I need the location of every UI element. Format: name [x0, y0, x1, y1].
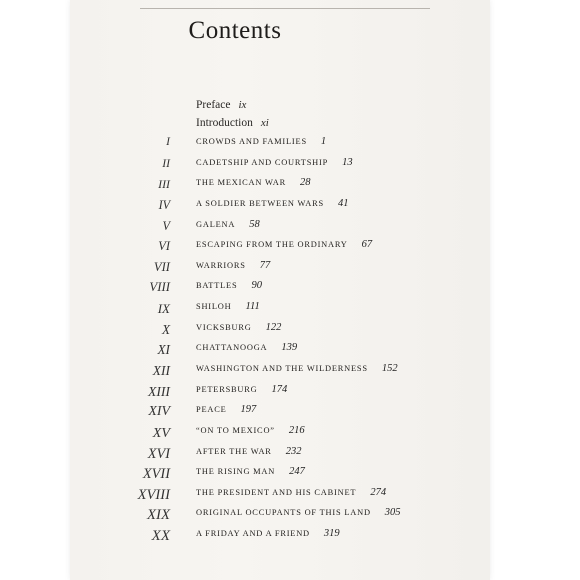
chapter-page: 247	[289, 466, 305, 478]
toc-row	[70, 219, 490, 239]
chapter-title: A SOLDIER BETWEEN WARS	[196, 198, 324, 208]
chapter-title: BATTLES	[196, 281, 238, 291]
chapter-page: 90	[251, 280, 262, 292]
chapter-page: 139	[281, 342, 298, 354]
chapter-title: AFTER THE WAR	[196, 446, 272, 456]
chapter-title: THE PRESIDENT AND HIS CABINET	[196, 487, 357, 497]
chapter-page: 305	[384, 507, 401, 519]
chapter-title: CROWDS AND FAMILIES	[196, 137, 307, 146]
chapter-entry	[196, 425, 305, 436]
toc-row	[70, 342, 490, 362]
chapter-number: I	[166, 136, 170, 148]
chapter-number: XVI	[147, 445, 170, 462]
chapter-entry	[196, 528, 340, 539]
chapter-entry	[196, 446, 301, 457]
chapter-page: 67	[361, 239, 373, 251]
chapter-entry	[196, 239, 372, 250]
toc-row	[70, 507, 490, 527]
chapter-number: XIX	[146, 507, 170, 524]
chapter-title: VICKSBURG	[196, 322, 252, 332]
chapter-page: 174	[271, 383, 288, 395]
chapter-page: 28	[300, 177, 311, 189]
chapter-title: A FRIDAY AND A FRIEND	[196, 529, 310, 538]
chapter-entry	[196, 363, 398, 374]
toc-row	[70, 528, 490, 548]
chapter-title: GALENA	[196, 219, 236, 229]
front-matter-page: xi	[260, 117, 269, 129]
chapter-number: XX	[151, 528, 170, 544]
chapter-number: VII	[153, 259, 170, 274]
toc-row	[70, 301, 490, 321]
toc-row	[70, 260, 490, 280]
toc-row	[70, 280, 490, 300]
toc-row	[70, 198, 490, 218]
chapter-title: CHATTANOOGA	[196, 343, 268, 353]
chapter-page: 41	[337, 197, 349, 209]
chapter-entry	[196, 136, 326, 147]
chapter-number: XIV	[148, 404, 170, 420]
chapter-title: SHILOH	[196, 302, 232, 312]
chapter-number: XVIII	[137, 486, 170, 503]
chapter-number: V	[162, 218, 170, 233]
chapter-number: VI	[158, 239, 170, 254]
chapter-entry	[196, 322, 281, 333]
book-page	[70, 0, 490, 580]
chapter-entry	[196, 384, 287, 395]
front-matter-label: Introduction	[196, 117, 253, 129]
toc-row	[70, 136, 490, 156]
chapter-entry	[196, 260, 270, 271]
chapter-page: 111	[245, 301, 260, 313]
chapter-page: 122	[265, 321, 282, 333]
chapter-page: 58	[249, 218, 260, 230]
chapter-page: 232	[285, 445, 302, 457]
toc-row	[70, 384, 490, 404]
chapter-number: XI	[157, 342, 170, 358]
toc-row	[70, 322, 490, 342]
chapter-number: XV	[152, 424, 170, 441]
chapter-entry	[196, 466, 305, 477]
chapter-title: PEACE	[196, 405, 227, 415]
chapter-title: “ON TO MEXICO”	[196, 425, 275, 435]
chapter-page: 197	[240, 404, 257, 416]
chapter-page: 216	[288, 424, 305, 436]
chapter-title: PETERSBURG	[196, 384, 258, 394]
chapter-page: 77	[259, 259, 271, 271]
toc-row	[70, 239, 490, 259]
chapter-entry	[196, 507, 401, 518]
chapter-entry	[196, 198, 348, 209]
chapter-entry	[196, 404, 256, 415]
chapter-page: 152	[381, 362, 398, 374]
top-rule	[140, 8, 430, 9]
chapter-number: II	[162, 156, 170, 170]
chapter-entry	[196, 157, 353, 168]
chapter-entry	[196, 280, 262, 291]
chapter-entry	[196, 487, 386, 498]
chapter-number: III	[158, 177, 170, 192]
toc-row	[70, 425, 490, 445]
front-matter-page: ix	[238, 99, 247, 111]
chapter-number: VIII	[149, 280, 170, 295]
page-title: Contents	[188, 17, 282, 44]
chapter-page: 319	[323, 528, 340, 539]
chapter-number: IX	[157, 301, 170, 317]
chapter-number: X	[161, 321, 170, 337]
chapter-entry	[196, 342, 297, 353]
chapter-number: XII	[152, 362, 170, 378]
front-matter-preface	[196, 99, 246, 111]
toc-row	[70, 177, 490, 197]
chapter-title: THE MEXICAN WAR	[196, 178, 287, 188]
chapter-page: 1	[320, 136, 327, 147]
toc-row	[70, 363, 490, 383]
chapter-title: WASHINGTON AND THE WILDERNESS	[196, 363, 368, 373]
toc-row	[70, 466, 490, 486]
chapter-title: THE RISING MAN	[196, 467, 276, 477]
chapter-page: 13	[342, 156, 353, 168]
toc-row	[70, 446, 490, 466]
chapter-number: XVII	[142, 466, 170, 483]
chapter-number: IV	[158, 197, 170, 212]
toc-row	[70, 157, 490, 177]
chapter-number: XIII	[147, 383, 170, 399]
toc-row	[70, 404, 490, 424]
chapter-title: ORIGINAL OCCUPANTS OF THIS LAND	[196, 508, 371, 518]
toc-row	[70, 487, 490, 507]
chapter-entry	[196, 301, 260, 312]
chapter-title: WARRIORS	[196, 260, 246, 270]
chapter-page: 274	[370, 486, 387, 498]
chapter-title: ESCAPING FROM THE ORDINARY	[196, 240, 348, 250]
front-matter-label: Preface	[196, 99, 231, 111]
chapter-entry	[196, 177, 311, 188]
chapter-entry	[196, 219, 260, 230]
front-matter-introduction	[196, 117, 269, 129]
chapter-title: CADETSHIP AND COURTSHIP	[196, 157, 329, 167]
